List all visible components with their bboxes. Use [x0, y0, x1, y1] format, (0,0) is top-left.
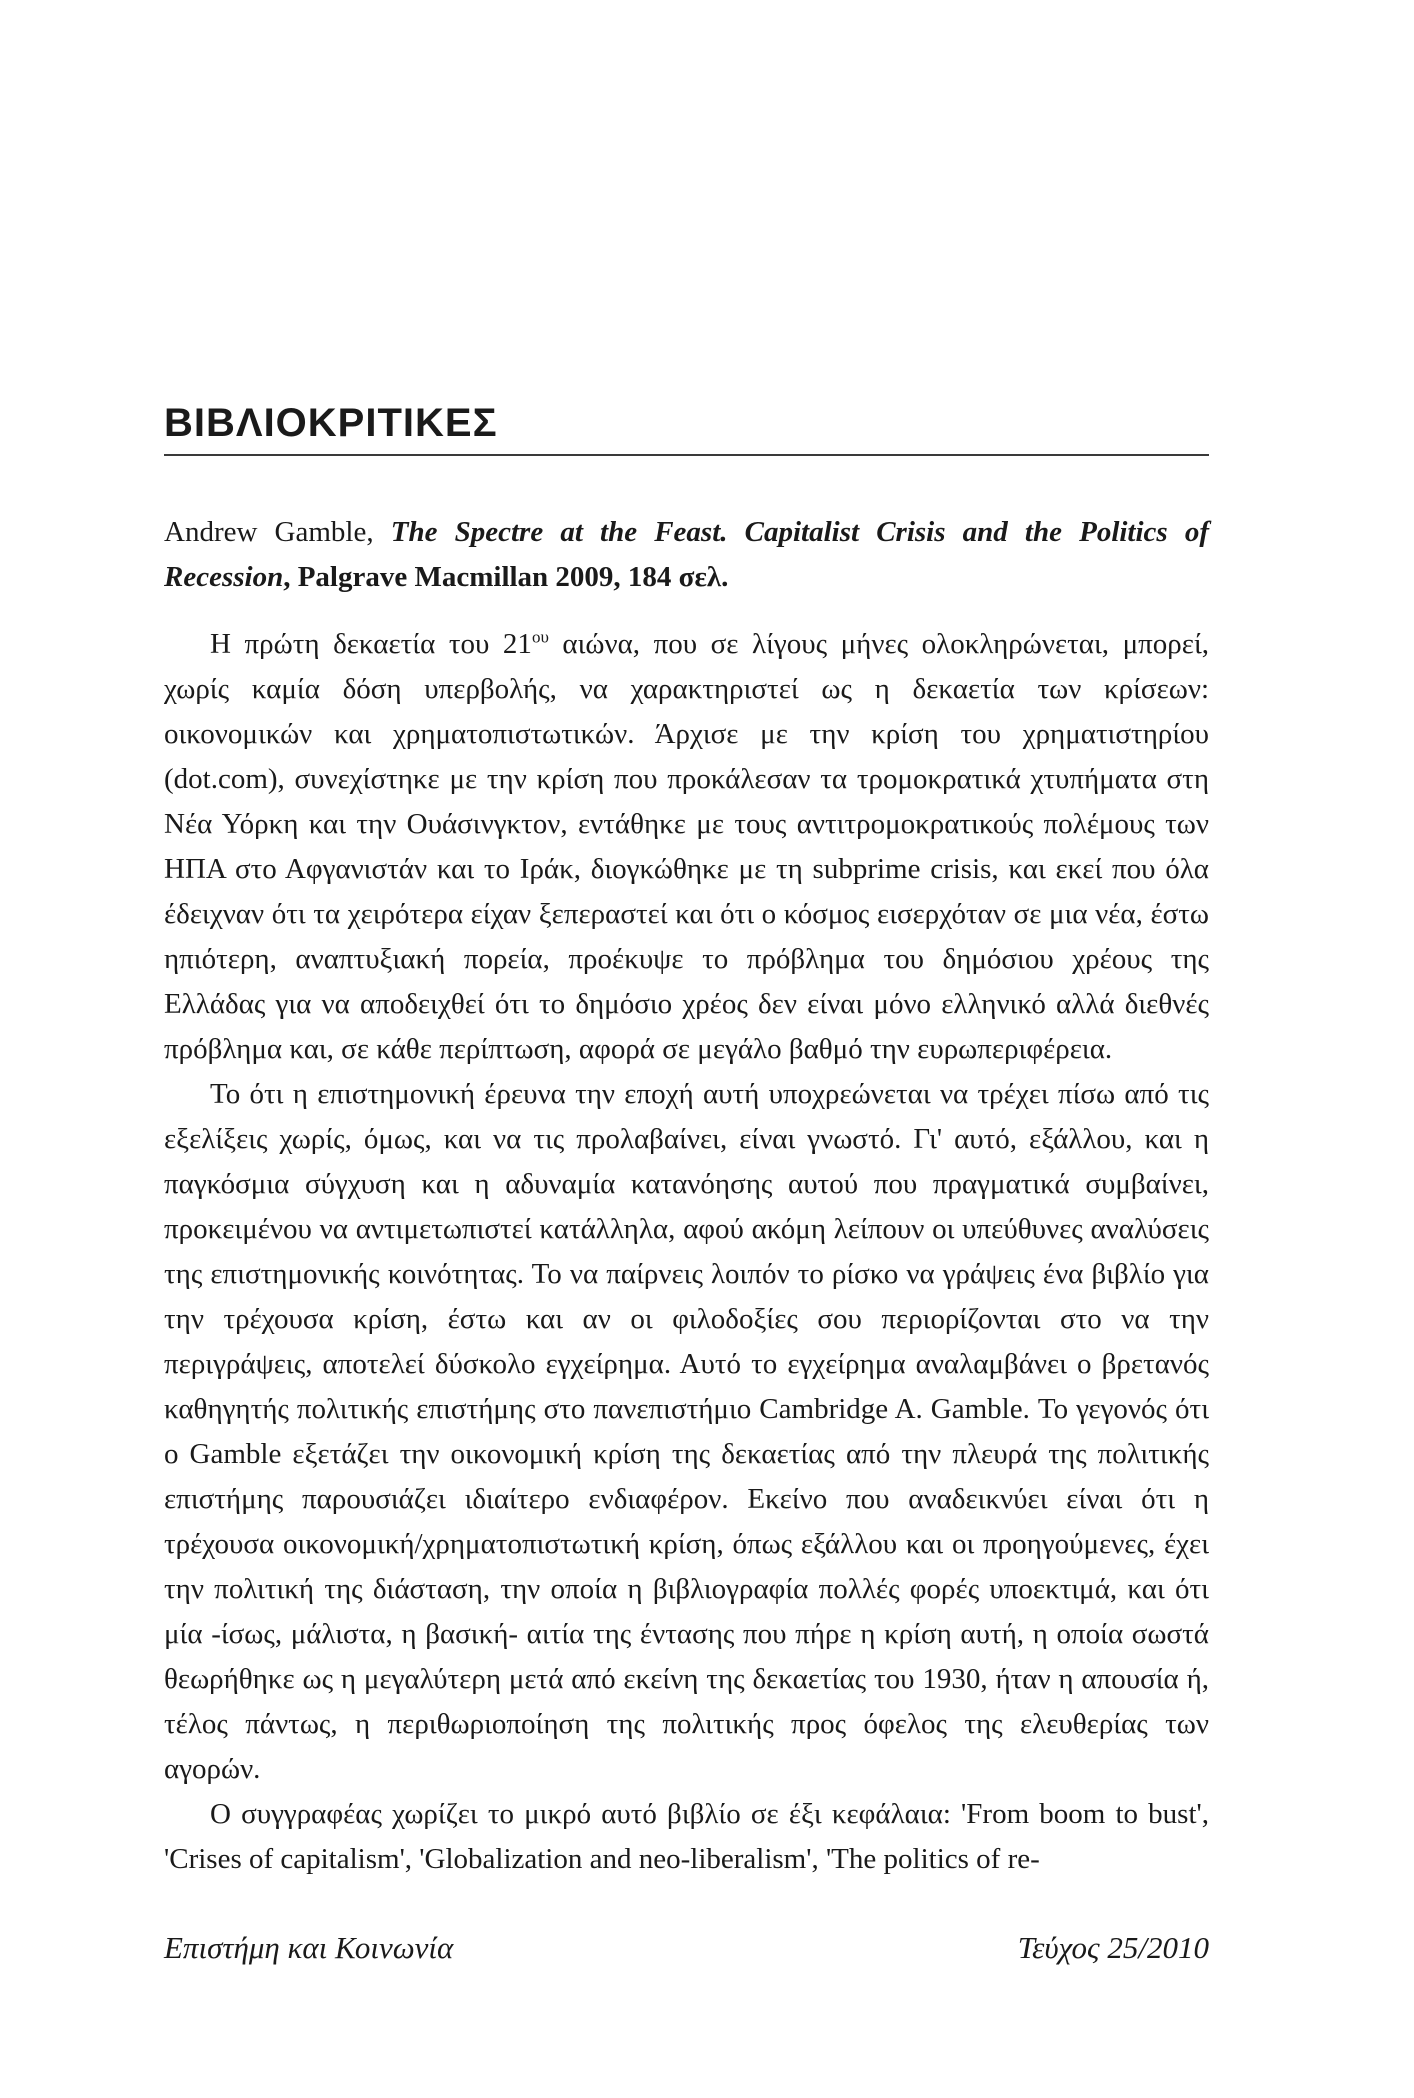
paragraph-3: Ο συγγραφέας χωρίζει το μικρό αυτό βιβλίο σε έξι κεφάλαια: 'From boom to bust', 'Crises of capitalism', 'Globalization and neo-liberalism', 'The politics of re-	[164, 1798, 1209, 1875]
century-superscript: ου	[531, 627, 549, 647]
book-author: Andrew Gamble,	[164, 516, 391, 548]
book-title: The Spectre at the Feast. Capitalist Crisis and the Politics of Recession	[164, 516, 1209, 593]
issue-number: Τεύχος 25/2010	[1017, 1930, 1209, 1965]
review-body	[164, 510, 1209, 1882]
paragraph-2: Το ότι η επιστημονική έρευνα την εποχή αυτή υποχρεώνεται να τρέχει πίσω από τις εξελίξεις χωρίς, όμως, και να τις προλαβαίνει, είναι γνωστό. Γι' αυτό, εξάλλου, και η παγκόσμια σύγχυση και η αδυναμία κατανόησης αυτού που πραγματικά συμβαίνει, προκειμένου να αντιμετωπιστεί κατάλληλα, αφού ακόμη λείπουν οι υπεύθυνες αναλύσεις της επιστημονικής κοινότητας. Το να παίρνεις λοιπόν το ρίσκο να γράψεις ένα βιβλίο για την τρέχουσα κρίση, έστω και αν οι φιλοδοξίες σου περιορίζονται στο να την περιγράψεις, αποτελεί δύσκολο εγχείρημα. Αυτό το εγχείρημα αναλαμβάνει ο βρετανός καθηγητής πολιτικής επιστήμης στο πανεπιστήμιο Cambridge A. Gamble. Το γεγονός ότι ο Gamble εξετάζει την οικονομική κρίση της δεκαετίας από την πλευρά της πολιτικής επιστήμης παρουσιάζει ιδιαίτερο ενδιαφέρον. Εκείνο που αναδεικνύει είναι ότι η τρέχουσα οικονομική/χρηματοπιστωτική κρίση, όπως εξάλλου και οι προηγούμενες, έχει την πολιτική της διάσταση, την οποία η βιβλιογραφία πολλές φορές υποεκτιμά, και ότι μία -ίσως, μάλιστα, η βασική- αιτία της έντασης που πήρε η κρίση αυτή, η οποία σωστά θεωρήθηκε ως η μεγαλύτερη μετά από εκείνη της δεκαετίας του 1930, ήταν η απουσία ή, τέλος πάντως, η περιθωριοποίηση της πολιτικής προς όφελος της ελευθερίας των αγορών.	[164, 1078, 1209, 1785]
paragraph-1-rest: αιώνα, που σε λίγους μήνες ολοκληρώνεται, μπορεί, χωρίς καμία δόση υπερβολής, να χαρακτηριστεί ως η δεκαετία των κρίσεων: οικονομικών και χρηματοπιστωτικών. Άρχισε με την κρίση του χρηματιστηρίου (dot.com), συνεχίστηκε με την κρίση που προκάλεσαν τα τρομοκρατικά χτυπήματα στη Νέα Υόρκη και την Ουάσινγκτον, εντάθηκε με τους αντιτρομοκρατικούς πολέμους των ΗΠΑ στο Αφγανιστάν και το Ιράκ, διογκώθηκε με τη subprime crisis, και εκεί που όλα έδειχναν ότι τα χειρότερα είχαν ξεπεραστεί και ότι ο κόσμος εισερχόταν σε μια νέα, έστω ηπιότερη, αναπτυξιακή πορεία, προέκυψε το πρόβλημα του δημόσιου χρέους της Ελλάδας για να αποδειχθεί ότι το δημόσιο χρέος δεν είναι μόνο ελληνικό αλλά διεθνές πρόβλημα και, σε κάθε περίπτωση, αφορά σε μεγάλο βαθμό την ευρωπεριφέρεια.	[164, 628, 1210, 1065]
section-title: ΒΙΒΛΙΟΚΡΙΤΙΚΕΣ	[164, 398, 1209, 456]
book-publisher: , Palgrave Macmillan 2009, 184 σελ.	[283, 561, 729, 593]
journal-name: Επιστήμη και Κοινωνία	[164, 1930, 454, 1965]
paragraph-1	[164, 622, 1209, 1072]
paragraph-1-lead: Η πρώτη δεκαετία του 21	[210, 628, 532, 660]
book-reference	[164, 510, 1209, 600]
